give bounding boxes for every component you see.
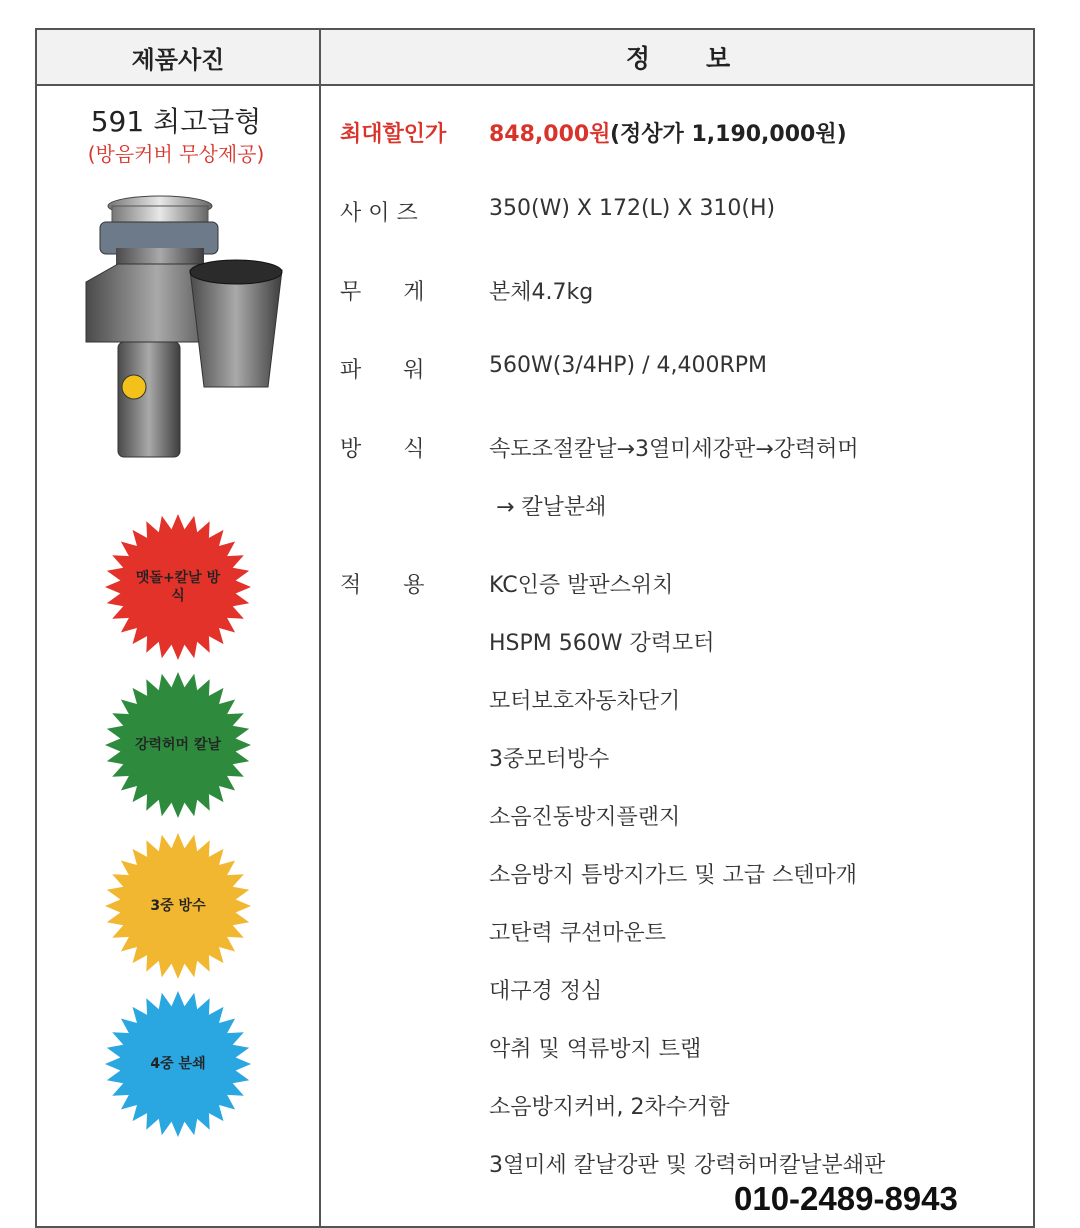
method-value-1: 속도조절칼날→3열미세강판→강력허머 [489,437,859,462]
price-label: 최대할인가 [340,122,447,147]
badge-grinding [104,513,252,661]
header-info: 정보 [625,44,787,73]
badge-crush [104,990,252,1138]
apply-item: 소음방지커버, 2차수거함 [489,1095,730,1120]
column-divider [319,30,321,1226]
price-value: 848,000원 [489,122,611,147]
phone-number: 010-2489-8943 [734,1180,958,1217]
badge-text: 맷돌+칼날 방식 [135,570,221,604]
apply-item: 모터보호자동차단기 [489,689,681,714]
apply-item: 소음방지 틈방지가드 및 고급 스텐마개 [489,863,858,888]
size-label: 사 이 즈 [340,201,418,226]
header-photo: 제품사진 [131,45,225,74]
apply-item: 악취 및 역류방지 트랩 [489,1037,702,1062]
apply-item: 3열미세 칼날강판 및 강력허머칼날분쇄판 [489,1153,886,1178]
method-value-2: → 칼날분쇄 [496,495,607,520]
apply-item: KC인증 발판스위치 [489,573,674,598]
badge-text: 3중 방수 [150,898,206,914]
apply-item: 대구경 정심 [489,979,603,1004]
badge-text: 강력허머 칼날 [134,737,222,753]
apply-item: 소음진동방지플랜지 [489,805,681,830]
apply-item: 3중모터방수 [489,747,610,772]
product-image [78,192,288,464]
apply-label: 적 용 [340,573,425,598]
power-label: 파 워 [340,358,425,383]
power-value: 560W(3/4HP) / 4,400RPM [489,353,768,378]
apply-item: 고탄력 쿠션마운트 [489,921,667,946]
badge-hammer [104,671,252,819]
product-name: 591 최고급형 [90,105,262,138]
badge-waterproof [104,832,252,980]
apply-item: HSPM 560W 강력모터 [489,631,715,656]
method-label: 방 식 [340,437,425,462]
size-value: 350(W) X 172(L) X 310(H) [489,196,776,221]
badge-text: 4중 분쇄 [150,1056,206,1072]
price-normal: (정상가 1,190,000원) [610,122,847,147]
weight-label: 무 게 [340,280,425,305]
weight-value: 본체4.7kg [489,280,594,305]
product-note: (방음커버 무상제공) [87,142,265,166]
table-header [37,30,1033,86]
